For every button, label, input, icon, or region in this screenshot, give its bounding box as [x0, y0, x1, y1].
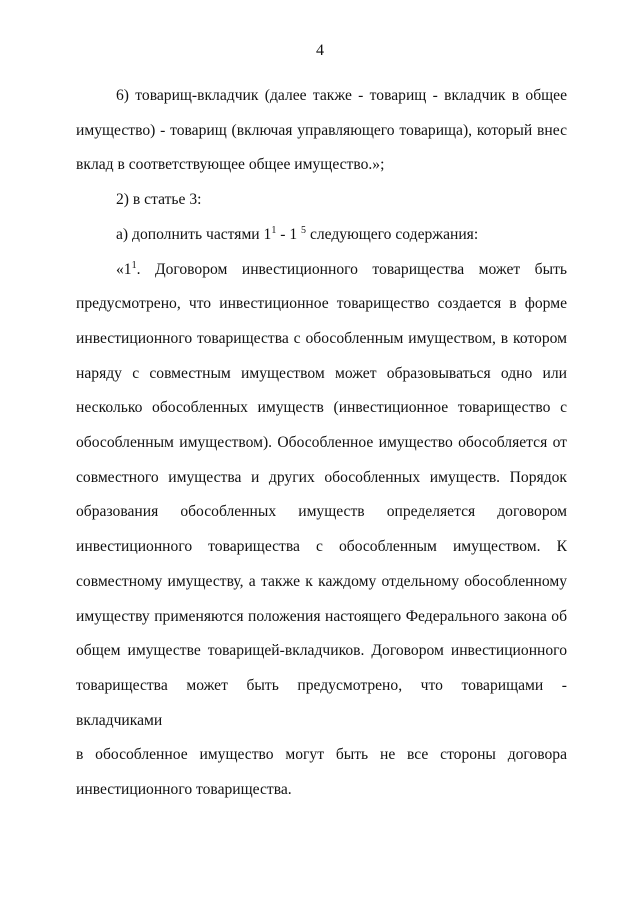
text-line: общем имуществе товарищей-вкладчиков. Договором инвестиционного: [76, 642, 567, 660]
superscript: 5: [301, 224, 307, 236]
text-run: . Договором инвестиционного товарищества может быть: [136, 260, 567, 278]
text-line: [76, 218, 567, 253]
text-line: инвестиционного товарищества с обособленным имуществом, в котором: [76, 329, 567, 347]
text-line: образования обособленных имуществ определяется договором: [76, 503, 567, 521]
text-line: в обособленное имущество могут быть не все стороны договора: [76, 746, 567, 764]
paragraph-item-a: [76, 218, 567, 253]
paragraph-part-1-1: [76, 253, 567, 808]
text-line: 6) товарищ-вкладчик (далее также - товарищ - вкладчик в общее: [116, 87, 567, 104]
text-line: [76, 253, 567, 288]
text-line: имуществу применяются положения настоящего Федерального закона об: [76, 607, 567, 625]
text-line: 2) в статье 3:: [116, 191, 202, 209]
text-line: инвестиционного товарищества с обособленным имуществом. К: [76, 538, 567, 556]
text-run: следующего содержания:: [306, 225, 479, 243]
text-line: совместного имущества и других обособленных имуществ. Порядок: [76, 468, 567, 486]
paragraph-definition-6: [76, 79, 567, 183]
text-line: обособленным имуществом). Обособленное имущество обособляется от: [76, 434, 567, 452]
text-run: - 1: [276, 225, 302, 243]
paragraph-article-3: [76, 183, 567, 218]
document-body: [76, 79, 567, 808]
text-line: вклад в соответствующее общее имущество.»;: [76, 156, 385, 174]
text-line: наряду с совместным имуществом может образовываться одно или: [76, 364, 567, 382]
superscript: 1: [131, 259, 137, 271]
text-line: инвестиционного товарищества.: [76, 781, 292, 799]
text-run: «1: [116, 260, 132, 278]
page-number: 4: [316, 42, 324, 59]
text-line: совместному имуществу, а также к каждому отдельному обособленному: [76, 572, 567, 590]
superscript: 1: [271, 224, 277, 236]
text-line: имущество) - товарищ (включая управляющего товарища), который внес: [76, 121, 567, 139]
text-line: предусмотрено, что инвестиционное товарищество создается в форме: [76, 295, 567, 313]
text-run: а) дополнить частями 1: [116, 225, 272, 243]
text-line: товарищества может быть предусмотрено, что товарищами - вкладчиками: [76, 676, 567, 729]
text-line: несколько обособленных имуществ (инвестиционное товарищество с: [76, 399, 567, 417]
